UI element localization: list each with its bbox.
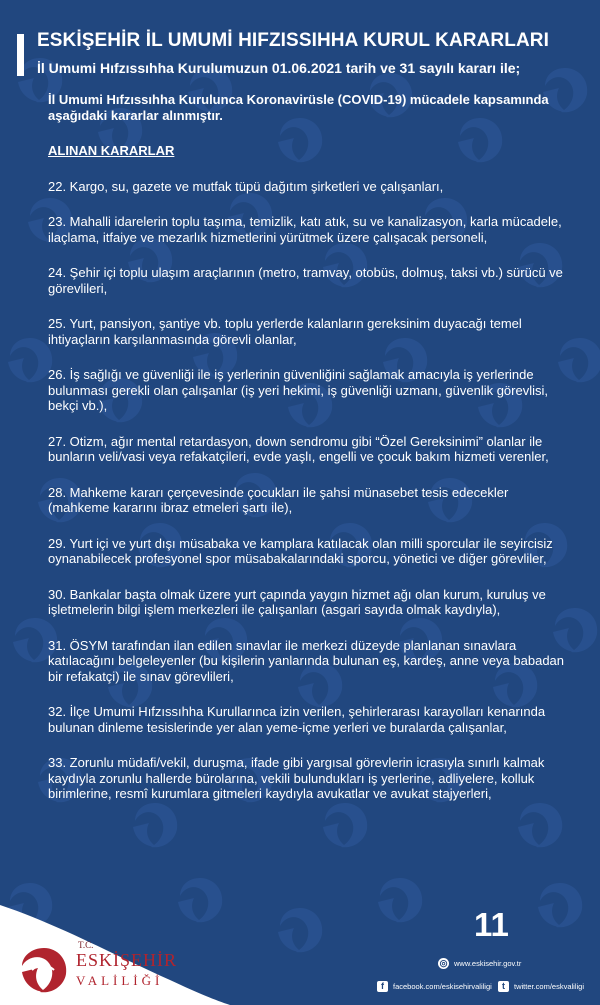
twitter-text: twitter.com/eskvaliligi: [514, 982, 585, 991]
decision-item: 30. Bankalar başta olmak üzere yurt çapında yaygın hizmet ağı olan kurum, kuruluş ve işletmelerin bilgi işlem merkezleri ile çalışanları (asgari sayıda olmak kaydıyla),: [48, 586, 546, 617]
facebook-text: facebook.com/eskisehirvaliligi: [393, 982, 492, 991]
decision-item: 22. Kargo, su, gazete ve mutfak tüpü dağıtım şirketleri ve çalışanları,: [48, 178, 444, 194]
twitter-link[interactable]: [498, 981, 584, 992]
twitter-icon: t: [498, 981, 509, 992]
website-text: www.eskisehir.gov.tr: [454, 959, 522, 968]
website-link[interactable]: [438, 958, 521, 969]
decision-item: 24. Şehir içi toplu ulaşım araçlarının (metro, tramvay, otobüs, dolmuş, taksi vb.) sürücü ve görevlileri,: [48, 265, 563, 296]
logo-mark-icon: [14, 940, 74, 1000]
decisions-heading: ALINAN KARARLAR: [48, 143, 175, 158]
logo-gov: VALİLİĞİ: [76, 973, 164, 988]
globe-icon: ◎: [439, 958, 448, 968]
page-number: 11: [474, 906, 509, 943]
decision-item: 29. Yurt içi ve yurt dışı müsabaka ve kamplara katılacak olan milli sporcular ile seyircisiz oynanabilecek profesyonel spor müsabakalarındaki sporcu, yönetici ve diğer görevliler,: [48, 535, 553, 566]
decision-item: 27. Otizm, ağır mental retardasyon, down sendromu gibi “Özel Gereksinimi” olanlar ile bunların veli/vasi veya refakatçileri, evde yaşlı, engelli ve çocuk bakım hizmeti verenler,: [48, 433, 549, 464]
decision-item: 26. İş sağlığı ve güvenliği ile iş yerlerinin güvenliğini sağlamak amacıyla iş yerlerinde bulunması gerekli olan çalışanlar (iş yeri hekimi, iş güvenliği uzmanı, güvenlik görevlisi, bekçi vb.),: [48, 367, 548, 413]
logo-tc: T.C.: [78, 940, 94, 950]
page-title: ESKİŞEHİR İL UMUMİ HIFZISSIHHA KURUL KARARLARI: [37, 30, 549, 51]
facebook-icon: f: [377, 981, 388, 992]
decision-item: 25. Yurt, pansiyon, şantiye vb. toplu yerlerde kalanların gereksinim duyacağı temel ihtiyaçların karşılanmasında görevli olanlar,: [48, 316, 522, 347]
decisions-content: [48, 92, 568, 802]
decision-item: 33. Zorunlu müdafi/vekil, duruşma, ifade gibi yargısal görevlerin icrasıyla sınırlı kalmak kaydıyla zorunlu hallerde bürolarına, vekili bulundukları iş yerlerine, adliyelere, kolluk birimlerine, resmî kurumlara gitmeleri kaydıyla avukatlar ve avukat stajyerleri,: [48, 755, 545, 801]
facebook-link[interactable]: [377, 981, 492, 992]
page-subtitle: İl Umumi Hıfzıssıhha Kurulumuzun 01.06.2021 tarih ve 31 sayılı kararı ile;: [37, 60, 521, 76]
decision-item: 32. İlçe Umumi Hıfzıssıhha Kurullarınca izin verilen, şehirlerarası karayolları kenarında bulunan dinleme tesislerinde yer alan yeme-içme yerleri ve buralarda çalışanlar,: [48, 704, 546, 735]
intro-text: İl Umumi Hıfzıssıhha Kurulunca Koronavirüsle (COVID-19) mücadele kapsamında aşağıdaki kararlar alınmıştır.: [48, 92, 549, 123]
decision-item: 28. Mahkeme kararı çerçevesinde çocukları ile şahsi münasebet tesis edecekler (mahkeme kararını ibraz etmeleri şartı ile),: [48, 484, 509, 515]
title-accent-bar: [17, 34, 24, 76]
logo-city: ESKİŞEHİR: [76, 950, 178, 970]
decision-item: 31. ÖSYM tarafından ilan edilen sınavlar ile merkezi düzeyde planlanan sınavlara katılacağını belgeleyenler (bu kişilerin yanlarında bulunan eş, kardeş, anne veya babadan bir refakatçi) ile sınav görevlileri,: [48, 637, 565, 684]
valilik-logo: [14, 940, 178, 1000]
decision-item: 23. Mahalli idarelerin toplu taşıma, temizlik, katı atık, su ve kanalizasyon, karla mücadele, ilaçlama, itfaiye ve mezarlık hizmetlerini yürütmek üzere çalışacak personeli,: [48, 214, 562, 245]
